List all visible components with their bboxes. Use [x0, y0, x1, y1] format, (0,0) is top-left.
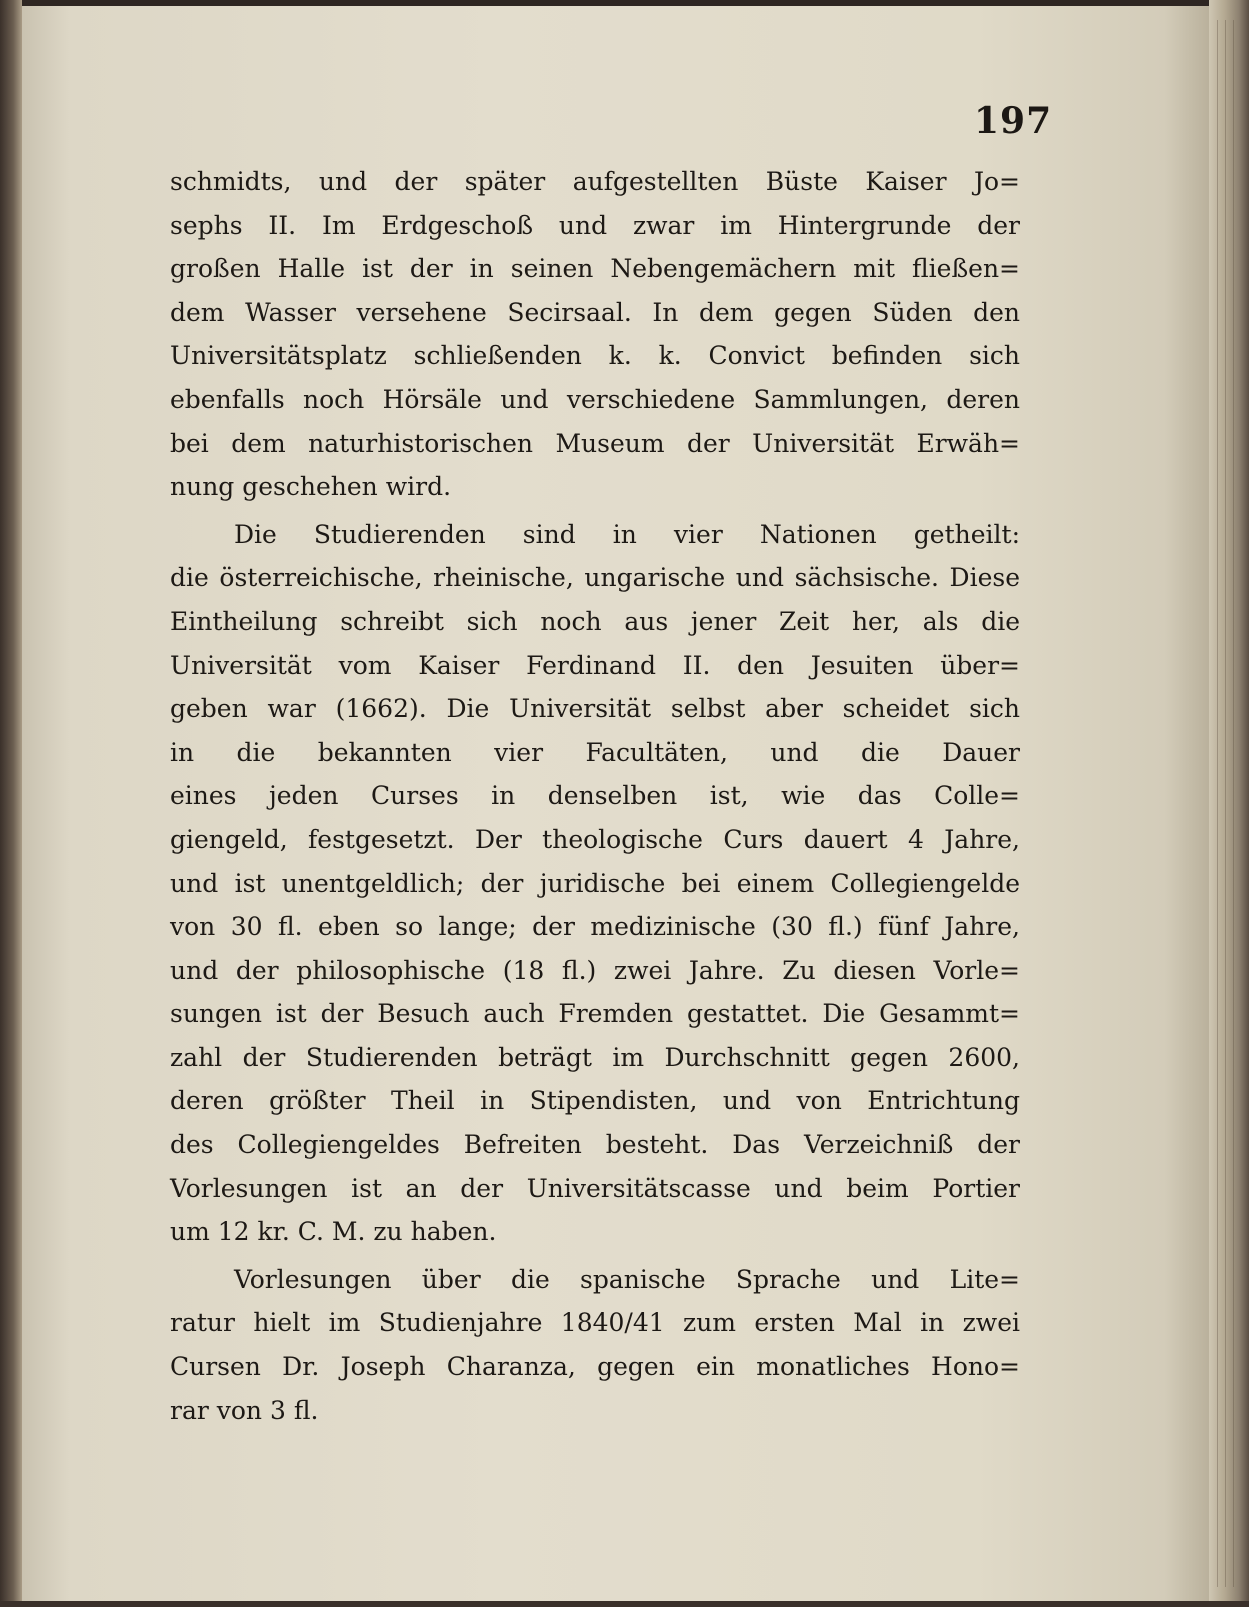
text-line: zahl der Studierenden beträgt im Durchschnitt gegen 2600,	[170, 1042, 1020, 1072]
text-line: von 30 fl. eben so lange; der medizinische (30 fl.) fünf Jahre,	[170, 912, 1020, 942]
text-line: um 12 kr. C. M. zu haben.	[170, 1217, 497, 1247]
text-line: eines jeden Curses in denselben ist, wie das Colle=	[170, 781, 1020, 811]
text-line: die österreichische, rheinische, ungarische und sächsische. Diese	[170, 563, 1020, 593]
paragraph	[170, 160, 1020, 509]
text-line: sephs II. Im Erdgeschoß und zwar im Hintergrunde der	[170, 210, 1020, 240]
text-line: schmidts, und der später aufgestellten Büste Kaiser Jo=	[170, 167, 1020, 196]
text-line: geben war (1662). Die Universität selbst aber scheidet sich	[170, 694, 1020, 724]
text-line: dem Wasser versehene Secirsaal. In dem gegen Süden den	[170, 297, 1020, 327]
paragraph	[170, 513, 1020, 1254]
page-text-body	[170, 160, 1020, 1432]
text-line: ebenfalls noch Hörsäle und verschiedene Sammlungen, deren	[170, 384, 1020, 414]
text-line: Vorlesungen ist an der Universitätscasse und beim Portier	[170, 1173, 1020, 1203]
text-line: bei dem naturhistorischen Museum der Universität Erwäh=	[170, 428, 1020, 458]
book-spine-edge	[0, 0, 22, 1607]
text-line: und ist unentgeldlich; der juridische bei einem Collegiengelde	[170, 868, 1020, 898]
text-line: nung geschehen wird.	[170, 472, 452, 502]
text-line: Eintheilung schreibt sich noch aus jener Zeit her, als die	[170, 606, 1020, 636]
page-edge-line	[1217, 20, 1218, 1587]
text-line: Universitätsplatz schließenden k. k. Convict befinden sich	[170, 341, 1020, 371]
text-line: Universität vom Kaiser Ferdinand II. den Jesuiten über=	[170, 650, 1020, 680]
page-number: 197	[974, 100, 1053, 142]
text-line: Vorlesungen über die spanische Sprache und Lite=	[234, 1264, 1020, 1294]
text-line: Die Studierenden sind in vier Nationen getheilt:	[234, 519, 1020, 549]
text-line: und der philosophische (18 fl.) zwei Jahre. Zu diesen Vorle=	[170, 955, 1020, 985]
paragraph	[170, 1258, 1020, 1432]
text-line: großen Halle ist der in seinen Nebengemächern mit fließen=	[170, 254, 1020, 284]
page-edge-line	[1225, 20, 1226, 1587]
text-line: rar von 3 fl.	[170, 1395, 319, 1425]
text-line: Cursen Dr. Joseph Charanza, gegen ein monatliches Hono=	[170, 1352, 1020, 1382]
page-edge-line	[1233, 20, 1234, 1587]
text-line: des Collegiengeldes Befreiten besteht. Das Verzeichniß der	[170, 1130, 1020, 1160]
text-line: ratur hielt im Studienjahre 1840/41 zum ersten Mal in zwei	[170, 1308, 1020, 1338]
text-line: in die bekannten vier Facultäten, und die Dauer	[170, 737, 1020, 767]
text-line: giengeld, festgesetzt. Der theologische Curs dauert 4 Jahre,	[170, 824, 1020, 854]
page-stack-edge	[1209, 0, 1249, 1607]
text-line: sungen ist der Besuch auch Fremden gestattet. Die Gesammt=	[170, 999, 1020, 1029]
book-bottom-edge	[0, 1601, 1249, 1607]
text-line: deren größter Theil in Stipendisten, und von Entrichtung	[170, 1086, 1020, 1116]
